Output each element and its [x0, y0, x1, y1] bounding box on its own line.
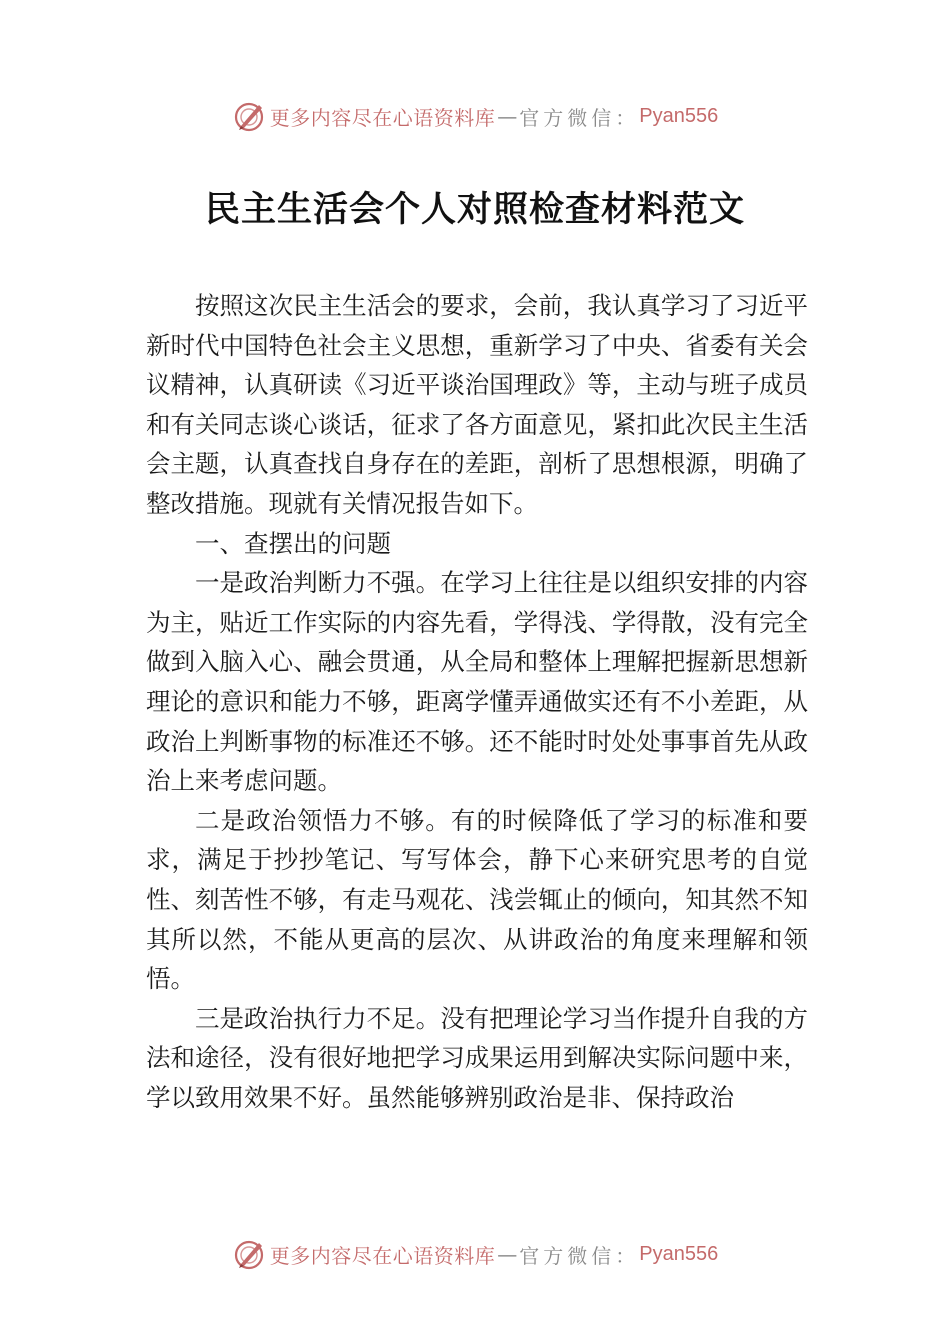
- body-paragraph: 一是政治判断力不强。在学习上往往是以组织安排的内容为主，贴近工作实际的内容先看，学得浅、学得散，没有完全做到入脑入心、融会贯通，从全局和整体上理解把握新思想新理论的意识和能力不够，距离学懂弄通做实还有不小差距，从政治上判断事物的标准还不够。还不能时时处处事事首先从政治上来考虑问题。: [146, 568, 808, 796]
- document-title: 民主生活会个人对照检查材料范文: [204, 189, 745, 230]
- watermark-separator: —: [497, 104, 518, 128]
- body-paragraph: 二是政治领悟力不够。有的时候降低了学习的标准和要求，满足于抄抄笔记、写写体会，静下心来研究思考的自觉性、刻苦性不够，有走马观花、浅尝辄止的倾向，知其然不知其所以然，不能从更高的层次、从讲政治的角度来理解和领悟。: [146, 805, 808, 994]
- body-paragraph: 三是政治执行力不足。没有把理论学习当作提升自我的方法和途径，没有很好地把学习成果运用到解决实际问题中来，学以致用效果不好。虽然能够辨别政治是非、保持政治: [146, 1003, 808, 1112]
- section-heading: 一、查摆出的问题: [195, 528, 391, 558]
- watermark-text: 更多内容尽在心语资料库: [269, 1243, 496, 1268]
- intro-paragraph: 按照这次民主生活会的要求，会前，我认真学习了习近平新时代中国特色社会主义思想，重新学习了中央、省委有关会议精神，认真研读《习近平谈治国理政》等，主动与班子成员和有关同志谈心谈话，征求了各方面意见，紧扣此次民主生活会主题，认真查找自身存在的差距，剖析了思想根源，明确了整改措施。现就有关情况报告如下。: [146, 291, 808, 518]
- watermark-header: [0, 96, 950, 136]
- document-body: [146, 286, 808, 1117]
- watermark-account: Pyan556: [639, 1242, 719, 1265]
- watermark-account: Pyan556: [639, 104, 719, 127]
- watermark-footer: [0, 1234, 950, 1274]
- watermark-label: 官方微信：: [519, 1243, 640, 1268]
- watermark-separator: —: [497, 1242, 518, 1266]
- watermark-label: 官方微信：: [519, 105, 640, 130]
- watermark-text: 更多内容尽在心语资料库: [269, 105, 496, 130]
- pen-logo-icon: [232, 99, 266, 133]
- pen-logo-icon: [232, 1237, 266, 1271]
